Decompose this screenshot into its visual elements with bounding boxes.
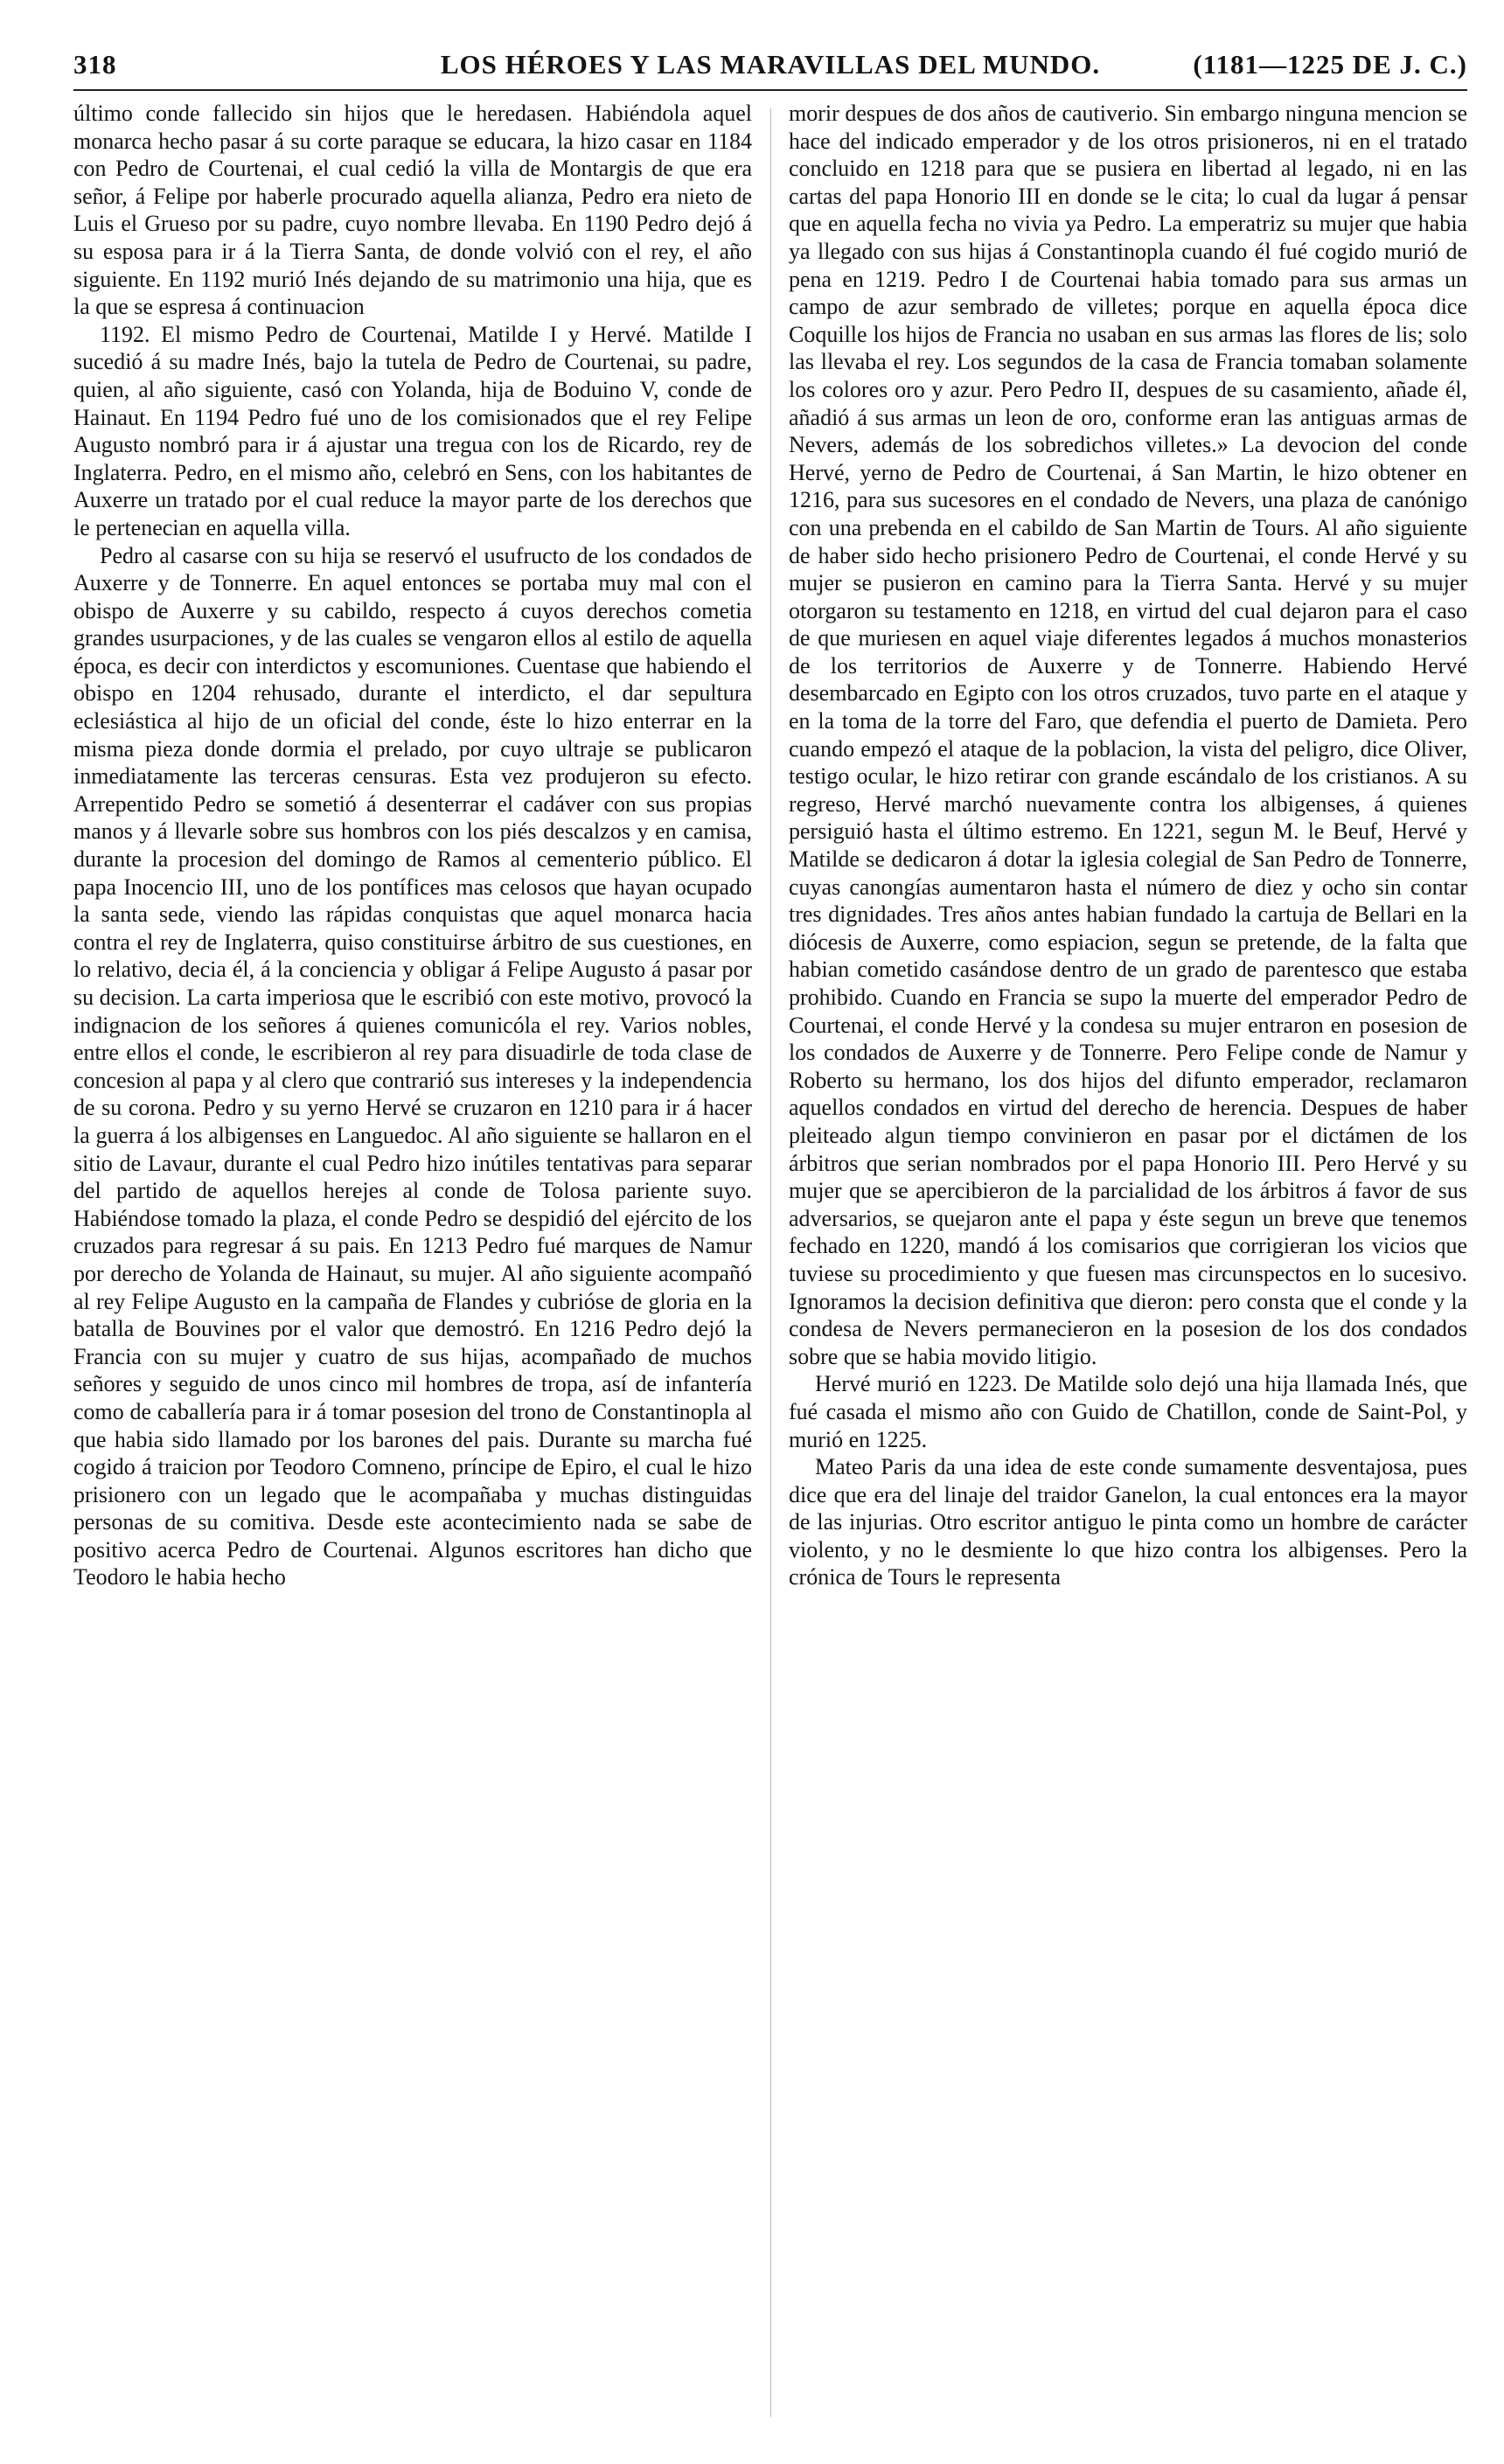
right-paragraph-1: morir despues de dos años de cautiverio. Sin embargo ninguna mencion se hace del indicado emperador y de los otros prisioneros, ni en el tratado concluido en 1218 para que se pusiera en libertad al legado, ni en las cartas del papa Honorio III en donde se le cita; lo cual da lugar á pensar que en aquella fecha no vivia ya Pedro. La emperatriz su mujer que habia ya llegado con sus hijas á Constantinopla cuando él fué cogido murió de pena en 1219. Pedro I de Courtenai habia tomado para sus armas un campo de azur sembrado de villetes; porque en aquella época dice Coquille los hijos de Francia no usaban en sus armas las flores de lis; solo las llevaba el rey. Los segundos de la casa de Francia tomaban solamente los colores oro y azur. Pero Pedro II, despues de su casamiento, añade él, añadió á sus armas un leon de oro, conforme eran las antiguas armas de Nevers, además de los sobredichos villetes.» La devocion del conde Hervé, yerno de Pedro de Courtenai, á San Martin, le hizo obtener en 1216, para sus sucesores en el condado de Nevers, una plaza de canónigo con una prebenda en el cabildo de San Martin de Tours. Al año siguiente de haber sido hecho prisionero Pedro de Courtenai, el conde Hervé y su mujer se pusieron en camino para la Tierra Santa. Hervé y su mujer otorgaron su testamento en 1218, en virtud del cual dejaron para el caso de que muriesen en aquel viaje diferentes legados á muchos monasterios de los territorios de Auxerre y de Tonnerre. Habiendo Hervé desembarcado en Egipto con los otros cruzados, tuvo parte en el ataque y en la toma de la torre del Faro, que defendia el puerto de Damieta. Pero cuando empezó el ataque de la poblacion, la vista del peligro, dice Oliver, testigo ocular, le hizo retirar con grande escándalo de los cristianos. A su regreso, Hervé marchó nuevamente contra los albigenses, á quienes persiguió hasta el último estremo. En 1221, segun M. le Beuf, Hervé y Matilde se dedicaron á dotar la iglesia colegial de San Pedro de Tonnerre, cuyas canongías aumentaron hasta el número de diez y ocho sin contar tres dignidades. Tres años antes habian fundado la cartuja de Bellari en la diócesis de Auxerre, como espiacion, segun se pretende, de la falta que habian cometido casándose dentro de un grado de parentesco que estaba prohibido. Cuando en Francia se supo la muerte del emperador Pedro de Courtenai, el conde Hervé y la condesa su mujer entraron en posesion de los condados de Auxerre y de Tonnerre. Pero Felipe conde de Namur y Roberto su hermano, los dos hijos del difunto emperador, reclamaron aquellos condados en virtud del derecho de herencia. Despues de haber pleiteado algun tiempo convinieron en pasar por el dictámen de los árbitros que serian nombrados por el papa Honorio III. Pero Hervé y su mujer que se apercibieron de la parcialidad de los árbitros á favor de sus adversarios, se quejaron ante el papa y éste segun un breve que tenemos fechado en 1220, mandó á los comisarios que corrigieran los vicios que tuviese su procedimiento y que fuesen mas circunspectos en lo sucesivo. Ignoramos la decision definitiva que dieron: pero consta que el conde y la condesa de Nevers permanecieron en la posesion de los dos condados sobre que se habia movido litigio.	[789, 101, 1467, 1369]
right-column	[789, 100, 1467, 1591]
right-paragraph-2: Hervé murió en 1223. De Matilde solo dejó una hija llamada Inés, que fué casada el mismo año con Guido de Chatillon, conde de Saint-Pol, y murió en 1225.	[789, 1371, 1467, 1452]
left-paragraph-3: Pedro al casarse con su hija se reservó el usufructo de los condados de Auxerre y de Tonnerre. En aquel entonces se portaba muy mal con el obispo de Auxerre y su cabildo, respecto á cuyos derechos cometia grandes usurpaciones, y de las cuales se vengaron ellos al estilo de aquella época, es decir con interdictos y escomuniones. Cuentase que habiendo el obispo en 1204 rehusado, durante el interdicto, el dar sepultura eclesiástica al hijo de un oficial del conde, éste lo hizo enterrar en la misma pieza donde dormia el prelado, por cuyo ultraje se publicaron inmediatamente las terceras censuras. Esta vez produjeron su efecto. Arrepentido Pedro se sometió á desenterrar el cadáver con sus propias manos y á llevarle sobre sus hombros con los piés descalzos y en camisa, durante la procesion del domingo de Ramos al cementerio público. El papa Inocencio III, uno de los pontífices mas celosos que hayan ocupado la santa sede, viendo las rápidas conquistas que aquel monarca hacia contra el rey de Inglaterra, quiso constituirse árbitro de sus cuestiones, en lo relativo, decia él, á la conciencia y obligar á Felipe Augusto á pasar por su decision. La carta imperiosa que le escribió con este motivo, provocó la indignacion de los señores á quienes comunicóla el rey. Varios nobles, entre ellos el conde, le escribieron al rey para disuadirle de toda clase de concesion al papa y al clero que contrarió sus intereses y la independencia de su corona. Pedro y su yerno Hervé se cruzaron en 1210 para ir á hacer la guerra á los albigenses en Languedoc. Al año siguiente se hallaron en el sitio de Lavaur, durante el cual Pedro hizo inútiles tentativas para separar del partido de aquellos herejes al conde de Tolosa pariente suyo. Habiéndose tomado la plaza, el conde Pedro se despidió del ejército de los cruzados para regresar á su pais. En 1213 Pedro fué marques de Namur por derecho de Yolanda de Hainaut, su mujer. Al año siguiente acompañó al rey Felipe Augusto en la campaña de Flandes y cubrióse de gloria en la batalla de Bouvines por el valor que demostró. En 1216 Pedro dejó la Francia con su mujer y cuatro de sus hijas, acompañado de muchos señores y seguido de unos cinco mil hombres de tropa, así de infantería como de caballería para ir á tomar posesion del trono de Constantinopla al que habia sido llamado por los barones del pais. Durante su marcha fué cogido á traicion por Teodoro Comneno, príncipe de Epiro, el cual le hizo prisionero con un legado que le acompañaba y muchas distinguidas personas de su comitiva. Desde este acontecimiento nada se sabe de positivo acerca Pedro de Courtenai. Algunos escritores han dicho que Teodoro le habia hecho	[73, 542, 752, 1590]
right-paragraph-3: Mateo Paris da una idea de este conde sumamente desventajosa, pues dice que era del linaje del traidor Ganelon, la cual entonces era la mayor de las injurias. Otro escritor antiguo le pinta como un hombre de carácter violento, y no le desmiente lo que hizo contra los albigenses. Pero la crónica de Tours le representa	[789, 1454, 1467, 1590]
left-column	[73, 100, 752, 1591]
column-divider	[770, 108, 771, 2417]
left-paragraph-2: 1192. El mismo Pedro de Courtenai, Matilde I y Hervé. Matilde I sucedió á su madre Inés, bajo la tutela de Pedro de Courtenai, su padre, quien, al año siguiente, casó con Yolanda, hija de Boduino V, conde de Hainaut. En 1194 Pedro fué uno de los comisionados que el rey Felipe Augusto nombró para ir á ajustar una tregua con los de Ricardo, rey de Inglaterra. Pedro, en el mismo año, celebró en Sens, con los habitantes de Auxerre un tratado por el cual reduce la mayor parte de los derechos que le pertenecian en aquella villa.	[73, 321, 752, 540]
book-page	[73, 44, 1467, 2440]
page-number: 318	[73, 49, 117, 80]
text-columns	[73, 100, 1467, 2434]
running-title: LOS HÉROES Y LAS MARAVILLAS DEL MUNDO.	[440, 49, 1101, 80]
left-paragraph-1: último conde fallecido sin hijos que le heredasen. Habiéndola aquel monarca hecho pasar á su corte paraque se educara, la hizo casar en 1184 con Pedro de Courtenai, el cual cedió la villa de Montargis de que era señor, á Felipe por haberle procurado aquella alianza, Pedro era nieto de Luis el Grueso por su padre, cuyo nombre llevaba. En 1190 Pedro dejó á su esposa para ir á la Tierra Santa, de donde volvió con el rey, el año siguiente. En 1192 murió Inés dejando de su matrimonio una hija, que es la que se espresa á continuacion	[73, 101, 752, 320]
page-header	[73, 44, 1467, 91]
date-range: (1181—1225 DE J. C.)	[1193, 49, 1467, 80]
